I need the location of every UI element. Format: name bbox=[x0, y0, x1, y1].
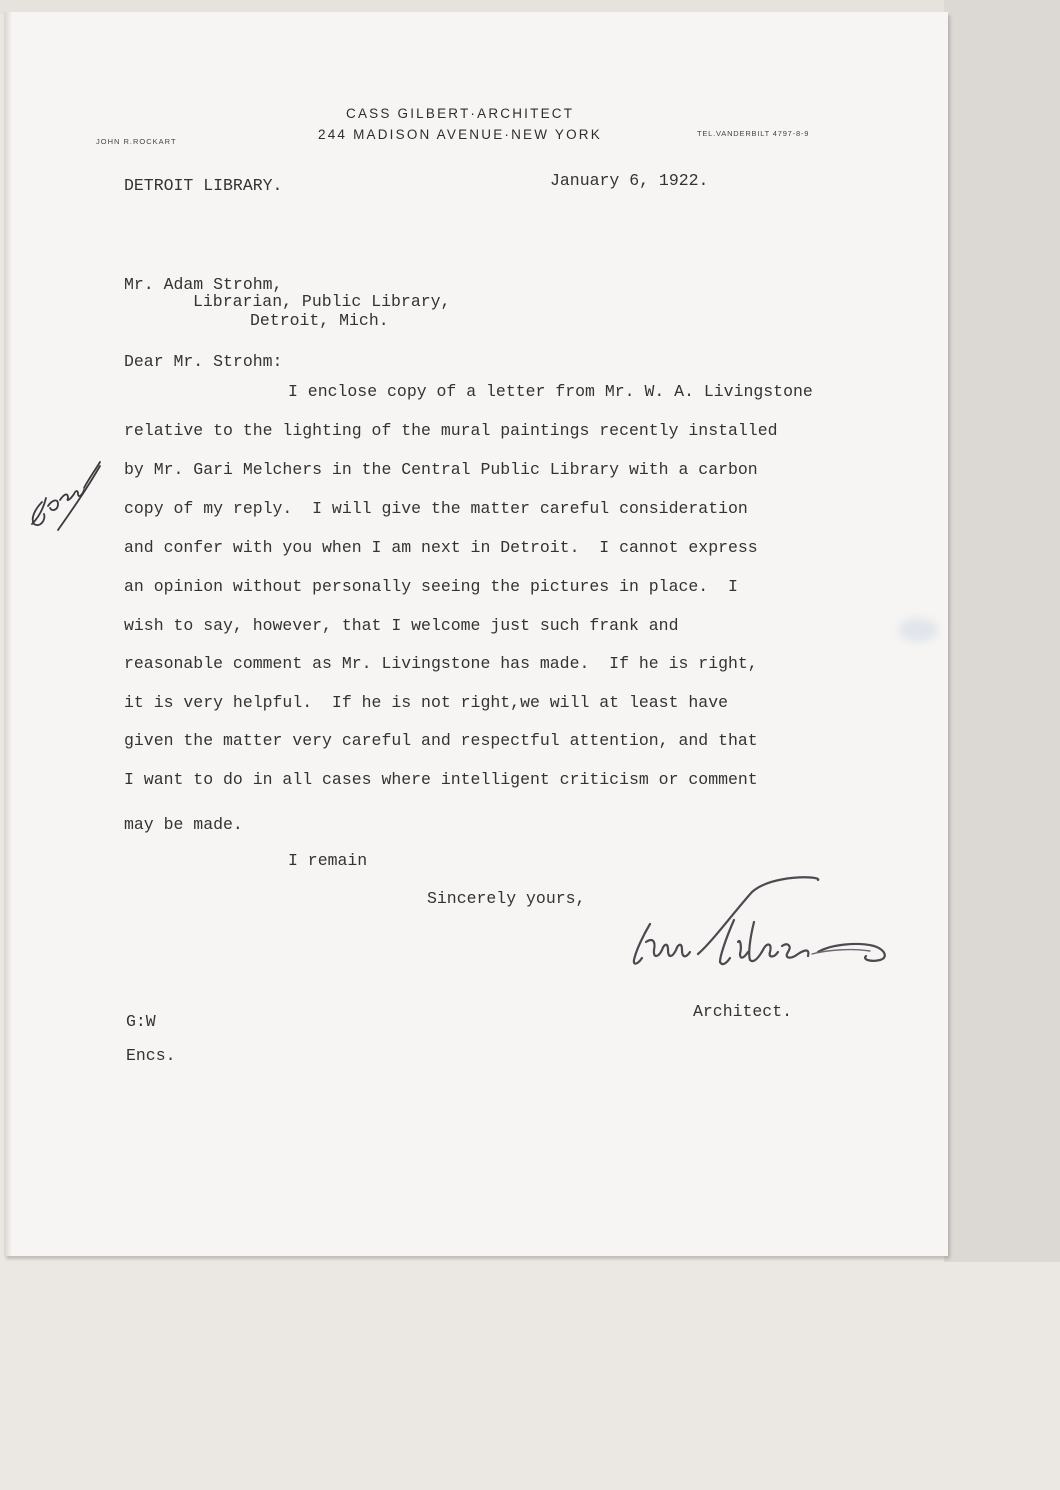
page-edge-shadow bbox=[4, 12, 12, 1256]
body-line: relative to the lighting of the mural paintings recently installed bbox=[124, 421, 778, 440]
body-line: copy of my reply. I will give the matter careful consideration bbox=[124, 499, 748, 518]
recipient-city: Detroit, Mich. bbox=[250, 311, 389, 330]
body-line: may be made. bbox=[124, 815, 243, 834]
letterhead-associate: JOHN R.ROCKART bbox=[96, 137, 177, 146]
body-line: I want to do in all cases where intelligent criticism or comment bbox=[124, 770, 758, 789]
letter-date: January 6, 1922. bbox=[550, 171, 709, 190]
body-line: I enclose copy of a letter from Mr. W. A. Livingstone bbox=[288, 382, 813, 401]
body-line: given the matter very careful and respectful attention, and that bbox=[124, 731, 758, 750]
closing-remain: I remain bbox=[288, 851, 368, 870]
scan-background-right bbox=[944, 0, 1060, 1262]
margin-handwritten-note bbox=[22, 440, 112, 540]
paper-smudge bbox=[898, 618, 938, 642]
body-line: wish to say, however, that I welcome just such frank and bbox=[124, 616, 679, 635]
letter-subject: DETROIT LIBRARY. bbox=[124, 176, 283, 195]
recipient-title: Librarian, Public Library, bbox=[193, 292, 451, 311]
letterhead-firm-name: CASS GILBERT·ARCHITECT bbox=[346, 106, 575, 121]
enclosures-note: Encs. bbox=[126, 1046, 176, 1065]
salutation: Dear Mr. Strohm: bbox=[124, 352, 283, 371]
letterhead-phone: TEL.VANDERBILT 4797-8-9 bbox=[697, 129, 810, 138]
letterhead-address: 244 MADISON AVENUE·NEW YORK bbox=[318, 127, 602, 142]
body-line: and confer with you when I am next in Detroit. I cannot express bbox=[124, 538, 758, 557]
body-line: it is very helpful. If he is not right,we will at least have bbox=[124, 693, 728, 712]
body-line: an opinion without personally seeing the pictures in place. I bbox=[124, 577, 738, 596]
handwritten-signature bbox=[622, 872, 912, 982]
closing-sincerely: Sincerely yours, bbox=[427, 889, 586, 908]
recipient-name: Mr. Adam Strohm, bbox=[124, 275, 283, 294]
typist-initials: G:W bbox=[126, 1012, 156, 1031]
body-line: by Mr. Gari Melchers in the Central Public Library with a carbon bbox=[124, 460, 758, 479]
body-line: reasonable comment as Mr. Livingstone has made. If he is right, bbox=[124, 654, 758, 673]
signer-title: Architect. bbox=[693, 1002, 793, 1021]
